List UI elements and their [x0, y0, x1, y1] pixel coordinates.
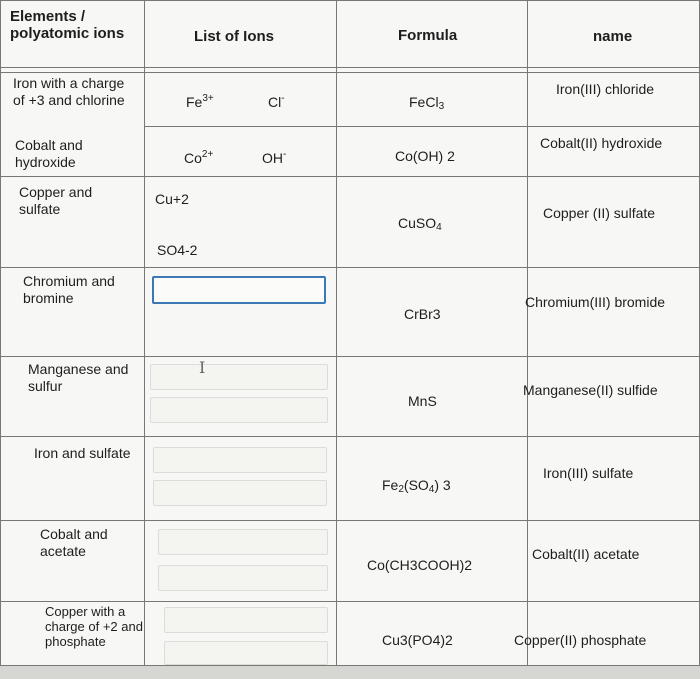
formula-cell: Cu3(PO4)2	[382, 632, 453, 648]
ion-1: $Fe^{3+}$	[186, 93, 214, 110]
grid-line	[1, 72, 700, 73]
grid-line	[144, 1, 145, 667]
grid-line	[144, 126, 700, 127]
header-elements: Elements / polyatomic ions	[10, 8, 125, 42]
name-cell: Cobalt(II) acetate	[532, 546, 640, 562]
header-name: name	[593, 28, 633, 45]
ion-2: Cl-	[268, 93, 285, 110]
formula-cell: Co(OH) 2	[395, 148, 455, 164]
grid-line	[1, 436, 700, 437]
row-elements: Manganese and sulfur	[28, 361, 129, 394]
header-ions: List of Ions	[194, 28, 274, 45]
header-formula: Formula	[398, 27, 458, 44]
formula-cell: CrBr3	[404, 306, 441, 322]
grid-line	[1, 67, 700, 68]
formula-cell: $Fe_2(SO_4)$ 3	[382, 477, 451, 495]
page-bottom	[0, 666, 700, 679]
ion-2: SO4-2	[157, 242, 198, 258]
grid-line	[1, 520, 700, 521]
name-cell: Copper (II) sulfate	[543, 205, 656, 221]
grid-line	[1, 601, 700, 602]
grid-line	[336, 1, 337, 667]
row-elements: Copper and sulfate	[19, 184, 93, 217]
ion-input[interactable]	[158, 529, 328, 555]
row-elements: Copper with a charge of +2 and phosphate	[45, 604, 143, 649]
formula-cell: FeCl$_3$	[409, 94, 445, 112]
ion-2: OH-	[262, 149, 287, 166]
grid-line	[1, 356, 700, 357]
row-elements: Cobalt and acetate	[40, 526, 108, 559]
grid-line	[527, 1, 528, 667]
row-elements: Iron with a charge of +3 and chlorine	[13, 75, 125, 108]
name-cell: Iron(III) chloride	[556, 81, 655, 97]
ion-input[interactable]	[150, 397, 328, 423]
formula-cell: MnS	[408, 393, 437, 409]
ion-input[interactable]	[164, 641, 328, 665]
name-cell: Chromium(III) bromide	[525, 294, 666, 310]
ion-input-focused[interactable]	[152, 276, 326, 304]
name-cell: Cobalt(II) hydroxide	[540, 135, 663, 151]
row-elements: Cobalt and hydroxide	[15, 137, 83, 170]
formula-cell: CuSO$_4$	[398, 215, 442, 233]
ion-1: $Co^{2+}$	[184, 149, 214, 166]
grid-line	[1, 267, 700, 268]
name-cell: Copper(II) phosphate	[514, 632, 647, 648]
ion-input[interactable]	[164, 607, 328, 633]
name-cell: Iron(III) sulfate	[543, 465, 634, 481]
ion-input[interactable]	[153, 447, 327, 473]
ion-input[interactable]	[158, 565, 328, 591]
ion-input[interactable]	[150, 364, 328, 390]
row-elements: Chromium and bromine	[23, 273, 115, 306]
ion-input[interactable]	[153, 480, 327, 506]
ion-1: Cu+2	[155, 191, 189, 207]
text-cursor-icon: I	[199, 358, 206, 377]
row-elements: Iron and sulfate	[34, 445, 131, 461]
name-cell: Manganese(II) sulfide	[523, 382, 658, 398]
formula-cell: Co(CH3COOH)2	[367, 557, 473, 573]
grid-line	[1, 176, 700, 177]
